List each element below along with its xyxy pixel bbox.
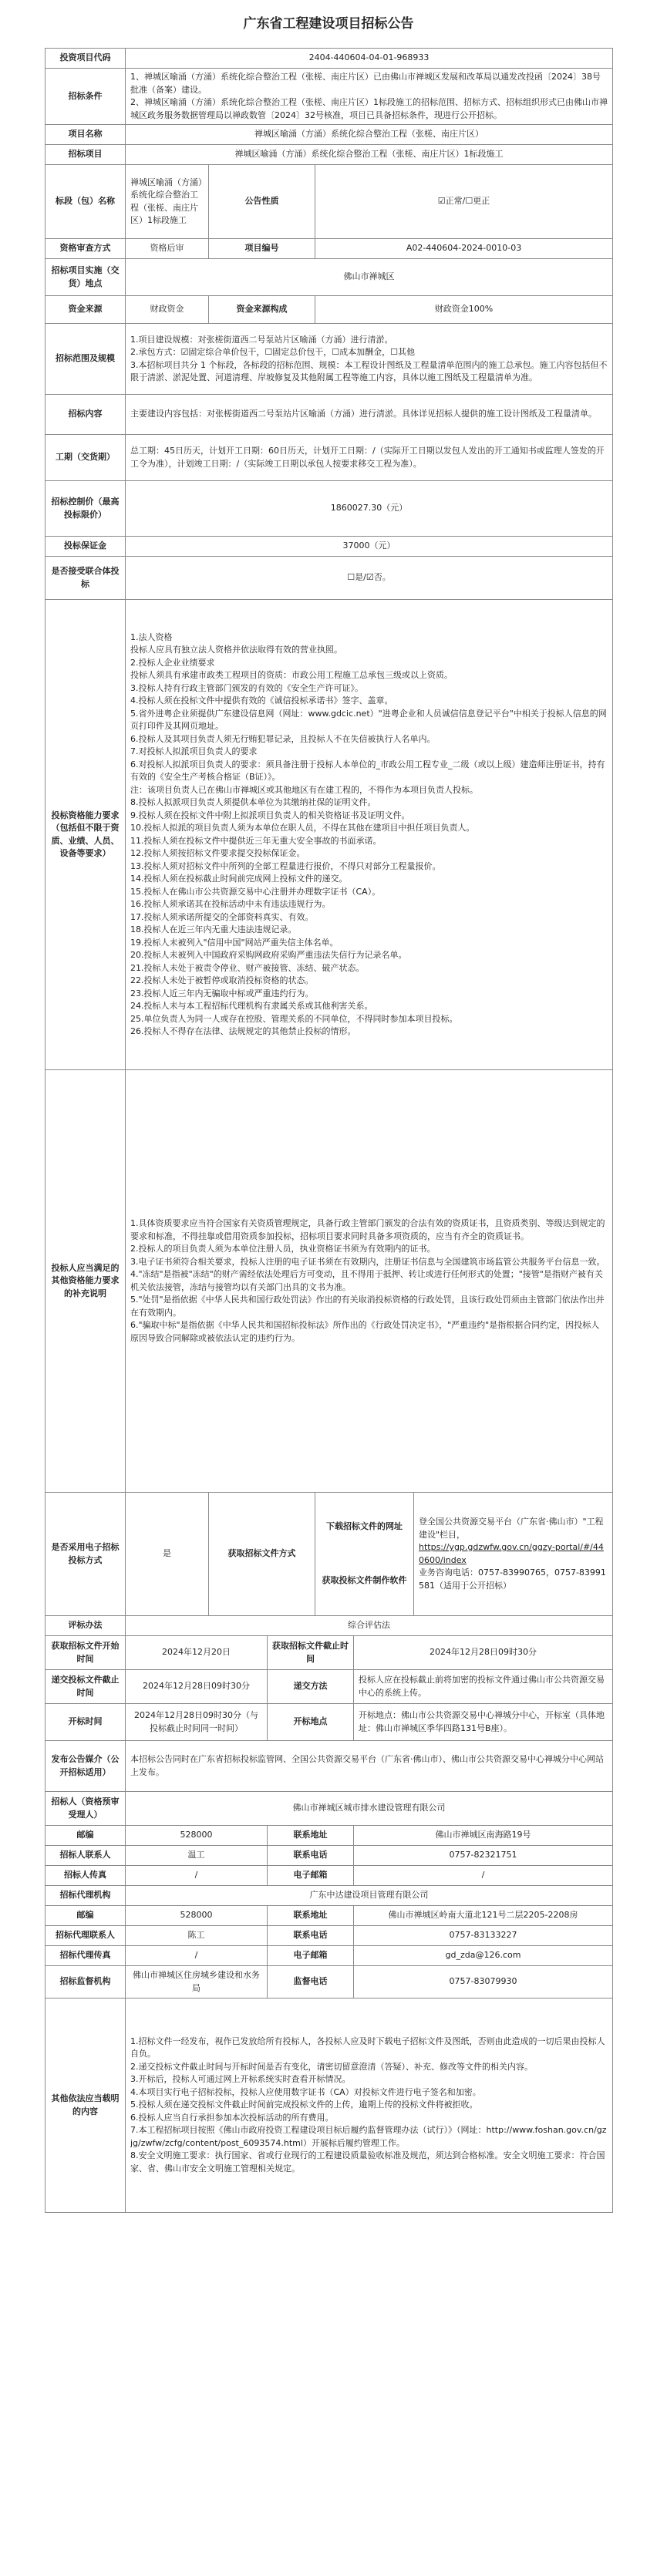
value-supervision: 佛山市禅城区住房城乡建设和水务局: [126, 1966, 268, 1999]
value-bidder-req: [126, 600, 613, 1070]
value-control-price: 1860027.30（元）: [126, 481, 613, 537]
req-line: 21.投标人未处于被责令停业、财产被接管、冻结、破产状态。: [130, 962, 365, 973]
req-line: 1.法人资格: [130, 631, 173, 642]
req-line: 16.投标人须承诺其在投标活动中未有违法违规行为。: [130, 899, 331, 909]
label-submit-method: 递交方法: [268, 1670, 354, 1704]
row-dates-1: [45, 1636, 613, 1670]
label-section-name: 标段（包）名称: [45, 165, 126, 239]
value-electronic: 是: [126, 1493, 209, 1616]
value-t-contact: 温工: [126, 1846, 268, 1866]
label-project-number: 项目编号: [209, 239, 315, 259]
row-content: [45, 395, 613, 435]
label-t-email: 电子邮箱: [268, 1866, 354, 1886]
label-get-method: 获取招标文件方式: [209, 1493, 315, 1616]
row-agent: [45, 1886, 613, 1906]
req-line: 14.投标人须在投标截止时间前完成网上投标文件的递交。: [130, 874, 348, 884]
row-qualification: [45, 239, 613, 259]
value-content: 主要建设内容包括：对张槎街道西二号泵站片区喻涌（方涌）进行清淤。具体详见招标人提供的施工设计图纸及工程量清单。: [126, 395, 613, 435]
value-a-address: 佛山市禅城区岭南大道北121号二层2205-2208房: [354, 1906, 613, 1926]
value-open-place: 开标地点：佛山市公共资源交易中心禅城分中心，开标室（具体地址：佛山市禅城区季华四路131号B座）。: [354, 1704, 613, 1741]
label-doc-start: 获取招标文件开始时间: [45, 1636, 126, 1670]
label-a-address: 联系地址: [268, 1906, 354, 1926]
label-open-place: 开标地点: [268, 1704, 354, 1741]
platform-labels: [320, 1500, 409, 1608]
value-tender-project: 禅城区喻涌（方涌）系统化综合整治工程（张槎、南庄片区）1标段施工: [126, 145, 613, 165]
req-line: 6.对投标人拟派项目负责人的要求：须具备注册于投标人本单位的_市政公用工程专业_二级（或以上级）建造师注册证书，持有有效的《安全生产考核合格证（B证）》。: [130, 759, 605, 782]
condition-1: 1、禅城区喻涌（方涌）系统化综合整治工程（张槎、南庄片区）已由佛山市禅城区发展和改革局以通发改投函〔2024〕38号批准（备案）建设。: [130, 72, 601, 95]
row-project-code: [45, 49, 613, 69]
value-a-fax: /: [126, 1946, 268, 1966]
row-publish: [45, 1741, 613, 1792]
matter-line: 8.安全文明施工要求：执行国家、省或行业现行的工程建设质量验收标准及规范，须达到合格标准。安全文明施工要求：符合国家、省、佛山市安全文明施工管理相关规定。: [130, 2150, 605, 2174]
matter-line: 5.投标人须在递交投标文件截止时间前完成投标文件的上传，逾期上传的投标文件将被拒收。: [130, 2100, 478, 2110]
req-line: 注：该项目负责人已在佛山市禅城区或其他地区有在建工程的，不得作为本项目负责人投标。: [130, 784, 478, 795]
row-location: [45, 259, 613, 296]
scope-line-2: 2.承包方式：☑固定综合单价包干，☐固定总价包干，☐成本加酬金，☐其他: [130, 347, 415, 357]
label-joint: 是否接受联合体投标: [45, 557, 126, 600]
value-doc-start: 2024年12月20日: [126, 1636, 268, 1670]
value-supervisor: 佛山市禅城区城市排水建设管理有限公司: [126, 1792, 613, 1826]
value-funding-source: 财政资金: [126, 296, 209, 324]
req-line: 24.投标人未与本工程招标代理机构有隶属关系或其他利害关系。: [130, 1001, 373, 1011]
row-bidder-req: [45, 600, 613, 1070]
req-line: 15.投标人在佛山市公共资源交易中心注册并办理数字证书（CA）。: [130, 886, 381, 897]
req-line: 18.投标人在近三年内无重大违法违规记录。: [130, 924, 297, 934]
req-line: 9.投标人须在投标文件中附上拟派项目负责人的相关资格证书及证明文件。: [130, 810, 410, 820]
value-project-number: A02-440604-2024-0010-03: [315, 239, 613, 259]
label-submit-deadline: 递交投标文件截止时间: [45, 1670, 126, 1704]
req-line: 投标人应具有独立法人资格并依法取得有效的营业执照。: [130, 645, 342, 655]
label-t-postcode: 邮编: [45, 1826, 126, 1846]
row-t-postcode: [45, 1826, 613, 1846]
label-download-url: 下载招标文件的网址: [326, 1521, 403, 1532]
row-evaluation: [45, 1616, 613, 1636]
label-content: 招标内容: [45, 395, 126, 435]
label-t-contact: 招标人联系人: [45, 1846, 126, 1866]
platform-url-link[interactable]: https://ygp.gdzwfw.gov.cn/ggzy-portal/#/440600/index: [419, 1542, 604, 1565]
matter-line: 2.递交投标文件截止时间与开标时间是否有变化，请密切留意澄清（答疑）、补充、修改等文件的相关内容。: [130, 2061, 533, 2072]
value-a-email: gd_zda@126.com: [354, 1946, 613, 1966]
value-t-address: 佛山市禅城区南海路19号: [354, 1826, 613, 1846]
other-line: 2.投标人的项目负责人须为本单位注册人员，执业资格证书须为有效期内的证书。: [130, 1244, 436, 1254]
label-t-fax: 招标人传真: [45, 1866, 126, 1886]
scope-line-1: 1.项目建设规模：对张槎街道西二号泵站片区喻涌（方涌）进行清淤。: [130, 334, 393, 345]
req-line: 5.省外进粤企业须提供广东建设信息网（网址：www.gdcic.net）"进粤企业和人员诚信信息登记平台"中相关于投标人信息的网页打印件及其网页地址。: [130, 708, 607, 731]
label-control-price: 招标控制价（最高投标限价）: [45, 481, 126, 537]
other-line: 3.电子证书须符合相关要求，投标人注册的电子证书须在有效期内，注册证书信息与全国建筑市场监管公共服务平台信息一致。: [130, 1256, 605, 1267]
value-other-matters: [126, 1999, 613, 2213]
value-duration: 总工期：45日历天，计划开工日期：60日历天，计划开工日期：/（实际开工日期以发包人发出的开工通知书或监理人签发的开工令为准），计划竣工日期：/（实际竣工日期以承包人按要求移交工程为准）。: [126, 435, 613, 481]
other-line: 6."骗取中标"是指依据《中华人民共和国招标投标法》所作出的《行政处罚决定书》，"严重违约"是指根据合同约定，因投标人原因导致合同解除或被依法认定的违约行为。: [130, 1320, 600, 1343]
label-scope: 招标范围及规模: [45, 324, 126, 395]
label-tender-project: 招标项目: [45, 145, 126, 165]
row-funding: [45, 296, 613, 324]
req-line: 13.投标人须对招标文件中所列的全部工程量进行报价，不得只对部分工程量报价。: [130, 860, 441, 871]
req-line: 4.投标人须在投标文件中提供有效的《诚信投标承诺书》签字、盖章。: [130, 695, 393, 705]
label-funding-ratio: 资金来源构成: [209, 296, 315, 324]
req-line: 8.投标人拟派项目负责人须提供本单位为其缴纳社保的证明文件。: [130, 797, 376, 807]
row-tender-project: [45, 145, 613, 165]
req-line: 11.投标人须在投标文件中提供近三年无重大安全事故的书面承诺。: [130, 835, 382, 846]
page-title: 广东省工程建设项目招标公告: [243, 16, 414, 32]
value-doc-end: 2024年12月28日09时30分: [354, 1636, 613, 1670]
value-t-phone: 0757-82321751: [354, 1846, 613, 1866]
label-bidder-req: 投标资格能力要求（包括但不限于资质、业绩、人员、设备等要求）: [45, 600, 126, 1070]
value-section-name: 禅城区喻涌（方涌）系统化综合整治工程（张槎、南庄片区）1标段施工: [126, 165, 209, 239]
matter-line: 4.本项目实行电子招标投标，投标人应使用数字证书（CA）对投标文件进行电子签名和加密。: [130, 2086, 481, 2097]
row-t-fax: [45, 1866, 613, 1886]
label-project-name: 项目名称: [45, 125, 126, 145]
label-t-address: 联系地址: [268, 1826, 354, 1846]
matter-line: 6.投标人应当自行承担参加本次投标活动的所有费用。: [130, 2112, 334, 2123]
value-open-time: 2024年12月28日09时30分（与投标截止时间同一时间）: [126, 1704, 268, 1741]
other-line: 1.具体资质要求应当符合国家有关资质管理规定，具备行政主管部门颁发的合法有效的资质证书，且资质类别、等级达到规定的要求和标准，不得挂靠或借用资质参加投标，招标项目要求同时具备多项资质的，应当有齐全的资质证书。: [130, 1218, 605, 1241]
row-t-contact: [45, 1846, 613, 1866]
label-a-contact: 招标代理联系人: [45, 1926, 126, 1946]
row-project-name: [45, 125, 613, 145]
label-qualification: 资格审查方式: [45, 239, 126, 259]
label-electronic: 是否采用电子招标投标方式: [45, 1493, 126, 1616]
label-doc-end: 获取招标文件截止时间: [268, 1636, 354, 1670]
req-line: 3.投标人持有行政主管部门颁发的有效的《安全生产许可证》。: [130, 682, 363, 693]
label-agent: 招标代理机构: [45, 1886, 126, 1906]
value-joint: ☐是/☑否。: [126, 557, 613, 600]
value-scope: [126, 324, 613, 395]
label-funding-source: 资金来源: [45, 296, 126, 324]
row-scope: [45, 324, 613, 395]
row-joint: [45, 557, 613, 600]
req-line: 26.投标人不得存在法律、法规规定的其他禁止投标的情形。: [130, 1026, 356, 1036]
label-conditions: 招标条件: [45, 69, 126, 125]
label-platform-parts: [315, 1493, 414, 1616]
value-funding-ratio: 财政资金100%: [315, 296, 613, 324]
value-project-name: 禅城区喻涌（方涌）系统化综合整治工程（张槎、南庄片区）: [126, 125, 613, 145]
row-other-matters: [45, 1999, 613, 2213]
other-line: 5."处罚"是指依据《中华人民共和国行政处罚法》作出的有关取消投标资格的行政处罚，且该行政处罚须由主管部门依法作出并在有效期内。: [130, 1295, 605, 1318]
label-other-matters: 其他依法应当载明的内容: [45, 1999, 126, 2213]
matter-line: 7.本工程招标项目按照《佛山市政府投资工程建设项目标后履约监督管理办法（试行）》（网址：http://www.foshan.gov.cn/gzjg/zwfw/zcfg/content/post_6093574.html）开展标后履约管理工作。: [130, 2125, 607, 2148]
req-line: 6.投标人及其项目负责人须无行贿犯罪记录，且投标人不在失信被执行人名单内。: [130, 733, 436, 744]
req-line: 25.单位负责人为同一人或存在控股、管理关系的不同单位，不得同时参加本项目投标。: [130, 1013, 458, 1024]
value-publish: 本招标公告同时在广东省招标投标监管网、全国公共资源交易平台（广东省·佛山市）、佛山市公共资源交易中心禅城分中心网站上发布。: [126, 1741, 613, 1792]
platform-line-3: 业务咨询电话：0757-83990765，0757-83991581（适用于公开招标）: [419, 1567, 606, 1591]
label-project-code: 投资项目代码: [45, 49, 126, 69]
req-line: 12.投标人须按招标文件要求提交投标保证金。: [130, 848, 305, 858]
value-submit-method: 投标人应在投标截止前将加密的投标文件通过佛山市公共资源交易中心的系统上传。: [354, 1670, 613, 1704]
scope-line-3: 3.本招标项目共分 1 个标段，各标段的招标范围、规模：本工程设计图纸及工程量清单范围内的施工总承包。施工内容包括但不限于清淤、淤泥处置、河道清理、岸坡修复及其他附属工程等施工内容，具体以施工图纸及工程量清单为准。: [130, 359, 608, 382]
value-other-req: [126, 1070, 613, 1493]
value-t-email: /: [354, 1866, 613, 1886]
req-line: 23.投标人近三年内无骗取中标或严重违约行为。: [130, 988, 314, 998]
value-submit-deadline: 2024年12月28日09时30分: [126, 1670, 268, 1704]
tender-info-table: [45, 48, 613, 2213]
condition-2: 2、禅城区喻涌（方涌）系统化综合整治工程（张槎、南庄片区）1标段施工的招标范围、招标方式、招标组织形式已由佛山市禅城区政务服务数据管理局以禅政数管〔2024〕32号核准，项目已具备招标条件，现进行公开招标。: [130, 97, 608, 120]
row-deposit: [45, 537, 613, 557]
req-line: 22.投标人未处于被暂停或取消投标资格的状态。: [130, 975, 314, 985]
row-section-name: [45, 165, 613, 239]
value-a-contact: 陈工: [126, 1926, 268, 1946]
label-duration: 工期（交货期）: [45, 435, 126, 481]
req-line: 2.投标人企业业绩要求: [130, 657, 215, 668]
row-a-contact: [45, 1926, 613, 1946]
value-platform: [414, 1493, 613, 1616]
row-control-price: [45, 481, 613, 537]
label-a-postcode: 邮编: [45, 1906, 126, 1926]
label-publish: 发布公告媒介（公开招标适用）: [45, 1741, 126, 1792]
label-evaluation: 评标办法: [45, 1616, 126, 1636]
label-supervision: 招标监督机构: [45, 1966, 126, 1999]
value-s-phone: 0757-83079930: [354, 1966, 613, 1999]
label-a-email: 电子邮箱: [268, 1946, 354, 1966]
label-a-phone: 联系电话: [268, 1926, 354, 1946]
row-supervisor: [45, 1792, 613, 1826]
req-line: 投标人须具有承建市政类工程项目的资质：市政公用工程施工总承包三级或以上资质。: [130, 670, 453, 680]
label-announce-nature: 公告性质: [209, 165, 315, 239]
row-duration: [45, 435, 613, 481]
label-supervisor: 招标人（资格预审受理人）: [45, 1792, 126, 1826]
value-t-postcode: 528000: [126, 1826, 268, 1846]
req-line: 20.投标人未被列入中国政府采购网政府采购严重违法失信行为记录名单。: [130, 950, 407, 960]
label-other-req: 投标人应当满足的其他资格能力要求的补充说明: [45, 1070, 126, 1493]
value-conditions: [126, 69, 613, 125]
row-a-fax: [45, 1946, 613, 1966]
req-line: 10.投标人拟派的项目负责人须为本单位在职人员，不得在其他在建项目中担任项目负责人。: [130, 823, 475, 833]
row-electronic: [45, 1493, 613, 1616]
value-qualification: 资格后审: [126, 239, 209, 259]
matter-line: 3.开标后，投标人可通过网上开标系统实时查看开标情况。: [130, 2074, 351, 2085]
matter-line: 1.招标文件一经发布，视作已发放给所有投标人，各投标人应及时下载电子招标文件及图纸，否则由此造成的一切后果由投标人自负。: [130, 2036, 605, 2059]
req-line: 19.投标人未被列入"信用中国"网站严重失信主体名单。: [130, 937, 339, 948]
value-a-postcode: 528000: [126, 1906, 268, 1926]
label-deposit: 投标保证金: [45, 537, 126, 557]
row-other-req: [45, 1070, 613, 1493]
value-evaluation: 综合评估法: [126, 1616, 613, 1636]
row-a-postcode: [45, 1906, 613, 1926]
value-deposit: 37000（元）: [126, 537, 613, 557]
value-a-phone: 0757-83133227: [354, 1926, 613, 1946]
row-dates-2: [45, 1670, 613, 1704]
row-supervision: [45, 1966, 613, 1999]
value-announce-nature: ☑正常/☐更正: [315, 165, 613, 239]
value-location: 佛山市禅城区: [126, 259, 613, 296]
label-a-fax: 招标代理传真: [45, 1946, 126, 1966]
label-software: 获取投标文件制作软件: [322, 1575, 407, 1586]
label-location: 招标项目实施（交货）地点: [45, 259, 126, 296]
req-line: 7.对投标人拟派项目负责人的要求: [130, 746, 258, 756]
req-line: 17.投标人须承诺所提交的全部资料真实、有效。: [130, 911, 314, 922]
label-s-phone: 监督电话: [268, 1966, 354, 1999]
platform-line-1: 登全国公共资源交易平台（广东省·佛山市）"工程建设"栏目，: [419, 1517, 604, 1540]
label-open-time: 开标时间: [45, 1704, 126, 1741]
row-opening: [45, 1704, 613, 1741]
row-conditions: [45, 69, 613, 125]
label-t-phone: 联系电话: [268, 1846, 354, 1866]
value-agent: 广东中达建设项目管理有限公司: [126, 1886, 613, 1906]
value-project-code: 2404-440604-04-01-968933: [126, 49, 613, 69]
other-line: 4."冻结"是指被"冻结"的财产需经依法处理后方可变动，且不得用于抵押、转让或进行任何形式的处置；"接管"是指财产被有关机关依法接管，冻结与接管均以有关部门出具的文书为准。: [130, 1269, 603, 1292]
value-t-fax: /: [126, 1866, 268, 1886]
